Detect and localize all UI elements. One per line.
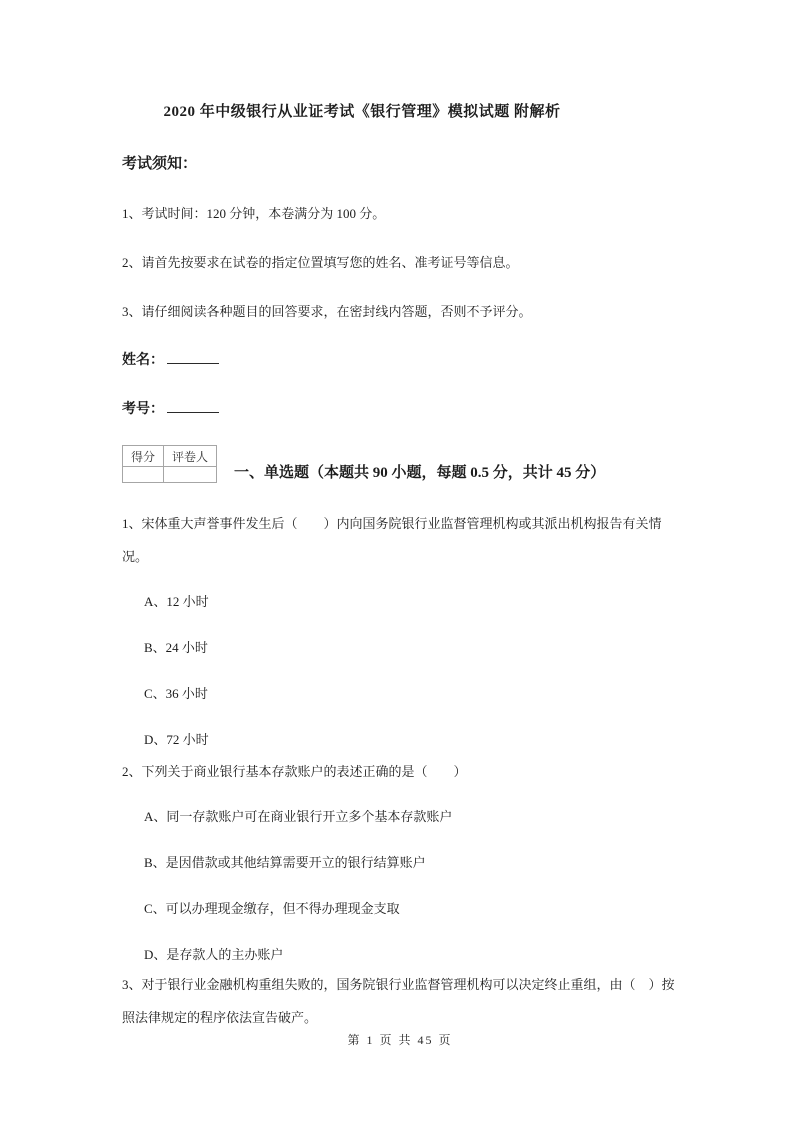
question-1-option-c: C、36 小时 [144, 686, 208, 701]
page-number-footer: 第 1 页 共 45 页 [347, 1033, 453, 1047]
grader-value-cell [164, 467, 217, 483]
section-heading-single-choice: 一、单选题（本题共 90 小题，每题 0.5 分，共计 45 分） [234, 465, 606, 481]
score-header-cell: 得分 [123, 446, 164, 467]
exam-no-blank-line [167, 399, 219, 413]
exam-no-label: 考号： [122, 402, 164, 417]
question-1-option-b: B、24 小时 [144, 640, 208, 655]
name-blank-line [167, 350, 219, 364]
notice-item-1: 1、考试时间：120 分钟，本卷满分为 100 分。 [122, 206, 386, 221]
question-1-option-d: D、72 小时 [144, 732, 209, 747]
question-2-text: 2、下列关于商业银行基本存款账户的表述正确的是（ ） [122, 764, 467, 779]
question-2-option-a: A、同一存款账户可在商业银行开立多个基本存款账户 [144, 809, 453, 824]
question-2-option-b: B、是因借款或其他结算需要开立的银行结算账户 [144, 855, 426, 870]
question-2-option-c: C、可以办理现金缴存，但不得办理现金支取 [144, 901, 400, 916]
exam-no-field-row [122, 399, 680, 418]
score-value-cell [123, 467, 164, 483]
score-table-empty-row [123, 467, 217, 483]
score-table-header-row [123, 446, 217, 467]
name-field-row [122, 350, 680, 369]
question-1-text: 1、宋体重大声誉事件发生后（ ）内向国务院银行业监督管理机构或其派出机构报告有关情况。 [122, 516, 662, 564]
name-label: 姓名： [122, 353, 164, 368]
exam-notice-heading: 考试须知： [122, 156, 198, 172]
notice-item-2: 2、请首先按要求在试卷的指定位置填写您的姓名、准考证号等信息。 [122, 255, 519, 270]
score-table [122, 445, 217, 483]
grader-header-cell: 评卷人 [164, 446, 217, 467]
page-title: 2020 年中级银行从业证考试《银行管理》模拟试题 附解析 [163, 104, 561, 120]
question-2-option-d: D、是存款人的主办账户 [144, 947, 284, 962]
notice-item-3: 3、请仔细阅读各种题目的回答要求，在密封线内答题，否则不予评分。 [122, 304, 532, 319]
question-1-option-a: A、12 小时 [144, 594, 209, 609]
score-section [122, 445, 680, 483]
question-3-text: 3、对于银行业金融机构重组失败的，国务院银行业监督管理机构可以决定终止重组，由（ ）按照法律规定的程序依法宣告破产。 [122, 977, 675, 1025]
